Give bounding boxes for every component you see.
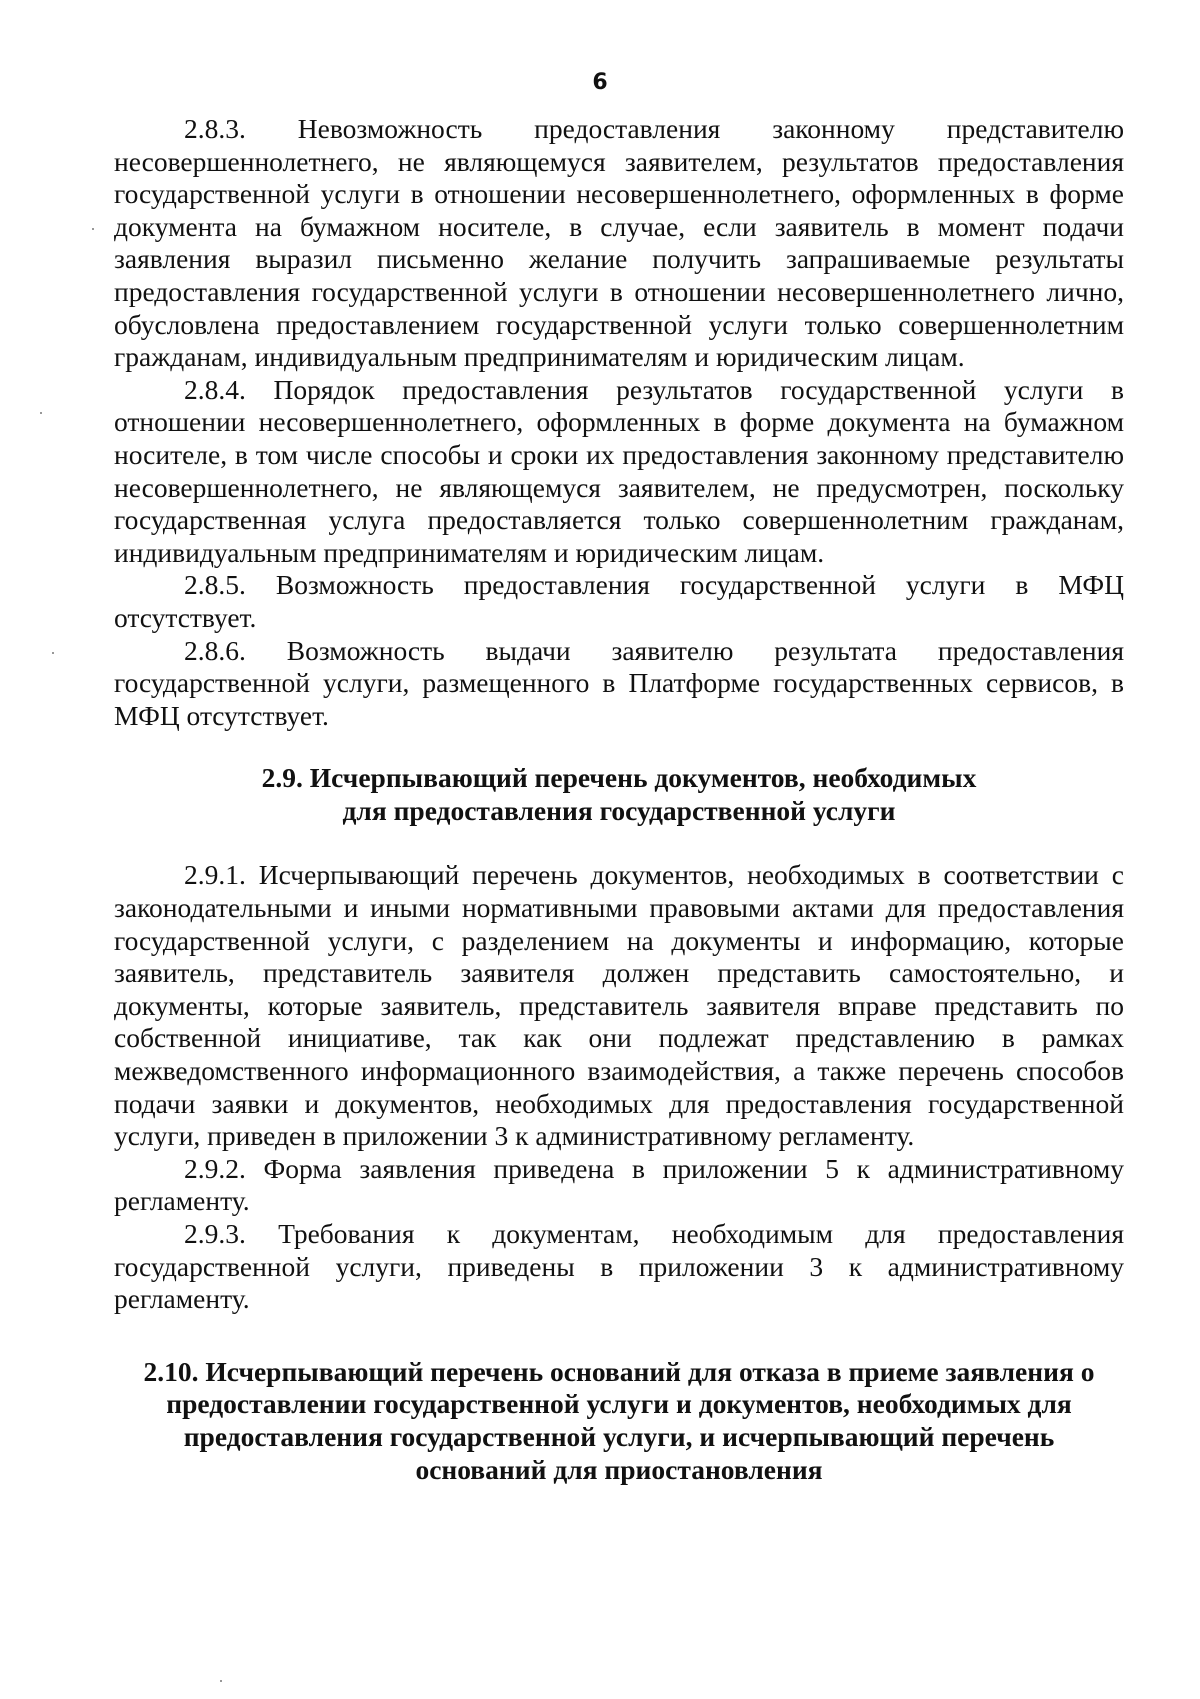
paragraph-2-8-3: 2.8.3. Невозможность предоставления законному представителю несовершеннолетнего, не являющемуся заявителем, результатов предоставления государственной услуги в отношении несовершеннолетнего, оформленных в форме документа на бумажном носителе, в случае, если заявитель в момент подачи заявления выразил письменно желание получить запрашиваемые результаты предоставления государственной услуги в отношении несовершеннолетнего лично, обусловлена предоставлением государственной услуги только совершеннолетним гражданам, индивидуальным предпринимателям и юридическим лицам. (114, 113, 1124, 373)
section-heading-2-10-line-2: предоставлении государственной услуги и документов, необходимых для (166, 1388, 1072, 1420)
section-heading-2-10 (114, 1356, 1124, 1486)
scan-speck (40, 412, 42, 414)
section-heading-2-10-line-1: 2.10. Исчерпывающий перечень оснований для отказа в приеме заявления о (143, 1355, 1095, 1387)
scan-speck (52, 652, 54, 654)
paragraph-2-8-4: 2.8.4. Порядок предоставления результатов государственной услуги в отношении несовершеннолетнего, оформленных в форме документа на бумажном носителе, в том числе способы и сроки их предоставления законному представителю несовершеннолетнего, не являющемуся заявителем, не предусмотрен, поскольку государственная услуга предоставляется только совершеннолетним гражданам, индивидуальным предпринимателям и юридическим лицам. (114, 373, 1124, 568)
paragraph-2-8-5: 2.8.5. Возможность предоставления государственной услуги в МФЦ отсутствует. (114, 569, 1124, 633)
paragraph-2-9-2: 2.9.2. Форма заявления приведена в приложении 5 к административному регламенту. (114, 1152, 1124, 1217)
section-heading-2-9-line-1: 2.9. Исчерпывающий перечень документов, необходимых (261, 762, 977, 794)
paragraph-2-9-3: 2.9.3. Требования к документам, необходимым для предоставления государственной услуги, приведены в приложении 3 к административному регламенту. (114, 1218, 1124, 1315)
paragraph-2-9-1: 2.9.1. Исчерпывающий перечень документов, необходимых в соответствии с законодательными и иными нормативными правовыми актами для предоставления государственной услуги, с разделением на документы и информацию, которые заявитель, представитель заявителя должен представить самостоятельно, и документы, которые заявитель, представитель заявителя вправе представить по собственной инициативе, так как они подлежат представлению в рамках межведомственного информационного взаимодействия, а также перечень способов подачи заявки и документов, необходимых для предоставления государственной услуги, приведен в приложении 3 к административному регламенту. (114, 859, 1124, 1152)
section-heading-2-10-line-3: предоставления государственной услуги, и исчерпывающий перечень (183, 1420, 1055, 1452)
paragraph-2-8-6: 2.8.6. Возможность выдачи заявителю результата предоставления государственной услуги, размещенного в Платформе государственных сервисов, в МФЦ отсутствует. (114, 634, 1124, 731)
scan-speck (92, 228, 94, 230)
section-heading-2-9-line-2: для предоставления государственной услуги (342, 794, 896, 826)
scan-speck (220, 1680, 222, 1682)
section-heading-2-10-line-4: оснований для приостановления (415, 1453, 823, 1485)
page-number: 6 (592, 70, 608, 95)
section-heading-2-9 (114, 762, 1124, 827)
document-body (114, 113, 1124, 1486)
